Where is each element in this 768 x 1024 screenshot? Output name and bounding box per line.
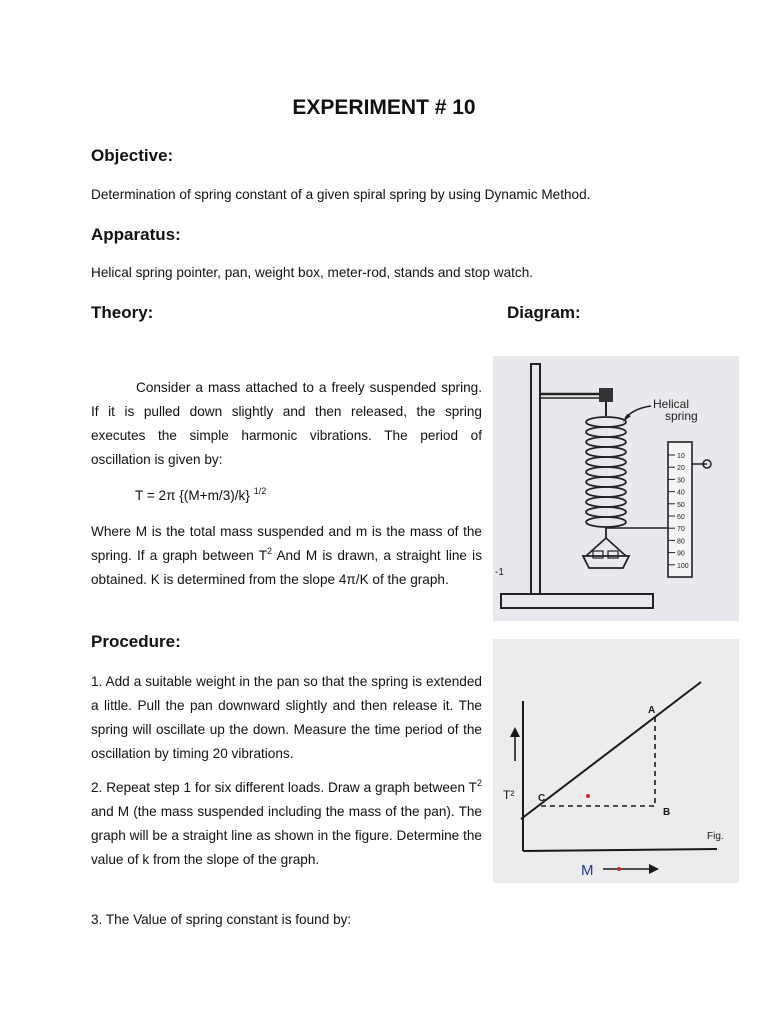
- weight-1: [593, 551, 603, 558]
- diagram-heading: Diagram:: [507, 303, 581, 322]
- apparatus-text: Helical spring pointer, pan, weight box, meter-rod, stands and stop watch.: [91, 265, 534, 280]
- red-mark: [586, 794, 590, 798]
- procedure-step-2-b: and M (the mass suspended including the mass of the pan). The graph will be a straight line as shown in the figure. Determine the value of k from the slope of the graph.: [91, 804, 482, 867]
- x-axis-label: M: [581, 862, 594, 879]
- x-arrowhead: [649, 864, 659, 874]
- scale-tick-label: 60: [677, 514, 685, 521]
- stand-base: [501, 594, 653, 608]
- procedure-step-2: [91, 776, 482, 872]
- spring-apparatus-drawing: [493, 356, 739, 621]
- helical-spring: [586, 417, 626, 527]
- pan: [583, 556, 629, 568]
- objective-text: Determination of spring constant of a given spiral spring by using Dynamic Method.: [91, 187, 591, 202]
- procedure-step-2-a: 2. Repeat step 1 for six different loads. Draw a graph between T: [91, 780, 477, 795]
- procedure-step-2-sup: 2: [476, 778, 482, 788]
- pan-strings: [586, 538, 626, 556]
- point-c-label: C: [538, 793, 546, 804]
- t-squared-vs-mass-graph: [493, 639, 739, 883]
- graph-drawing: [493, 639, 739, 883]
- scale-tick-label: 20: [677, 465, 685, 473]
- procedure-step-1: 1. Add a suitable weight in the pan so that the spring is extended a little. Pull the pan downward slightly and then release it. The spring will oscillate up the down. Measure the time period of the oscillation by timing 20 vibrations.: [91, 674, 482, 761]
- scale-tick-label: 90: [677, 550, 685, 558]
- theory-paragraph-2: [91, 520, 482, 592]
- weight-2: [608, 551, 618, 558]
- scale-tick-label: 80: [677, 538, 685, 546]
- spring-apparatus-diagram: [493, 356, 739, 621]
- y-arrowhead: [510, 727, 520, 737]
- scale-tick-label: 100: [677, 562, 689, 570]
- scale-tick-label: 30: [677, 477, 685, 485]
- apparatus-heading: Apparatus:: [91, 225, 181, 244]
- point-a-label: A: [648, 705, 656, 716]
- procedure-step-3: 3. The Value of spring constant is found by:: [91, 912, 352, 927]
- fig-label: Fig.: [707, 831, 724, 842]
- y-axis-label: T²: [503, 788, 515, 802]
- red-dot: [617, 867, 621, 871]
- page-title: EXPERIMENT # 10: [292, 96, 476, 119]
- best-fit-line: [521, 682, 701, 819]
- spring-label-line-1: Helical: [653, 397, 690, 411]
- procedure-heading: Procedure:: [91, 632, 181, 651]
- objective-heading: Objective:: [91, 146, 174, 165]
- spring-label-line-2: spring: [665, 409, 698, 423]
- side-mark: -1: [495, 567, 504, 578]
- theory-paragraph-1: Consider a mass attached to a freely suspended spring. If it is pulled down slightly and then released, the spring executes the simple harmonic vibrations. The period of oscillation is given by:: [91, 380, 482, 467]
- label-arrowhead: [623, 414, 631, 422]
- period-formula-exponent: 1/2: [253, 486, 267, 496]
- theory-paragraph-2-b: And M is drawn, a straight line is obtained. K is determined from the slope 4π/K of the graph.: [91, 548, 482, 587]
- theory-heading: Theory:: [91, 303, 154, 322]
- stand-rod: [531, 364, 540, 594]
- point-b-label: B: [663, 807, 671, 818]
- theory-paragraph-2-a: Where M is the total mass suspended and m is the mass of the spring. If a graph between T: [91, 524, 482, 563]
- scale-tick-label: 70: [677, 526, 685, 534]
- x-axis: [523, 849, 717, 851]
- scale-tick-label: 10: [677, 453, 685, 460]
- scale-tick-label: 40: [677, 489, 685, 497]
- period-formula-main: T = 2π {(M+m/3)/k}: [135, 488, 250, 503]
- scale-tick-label: 50: [677, 501, 685, 509]
- theory-paragraph-2-sup: 2: [267, 546, 273, 556]
- clamp: [599, 388, 613, 402]
- period-formula: [135, 484, 266, 508]
